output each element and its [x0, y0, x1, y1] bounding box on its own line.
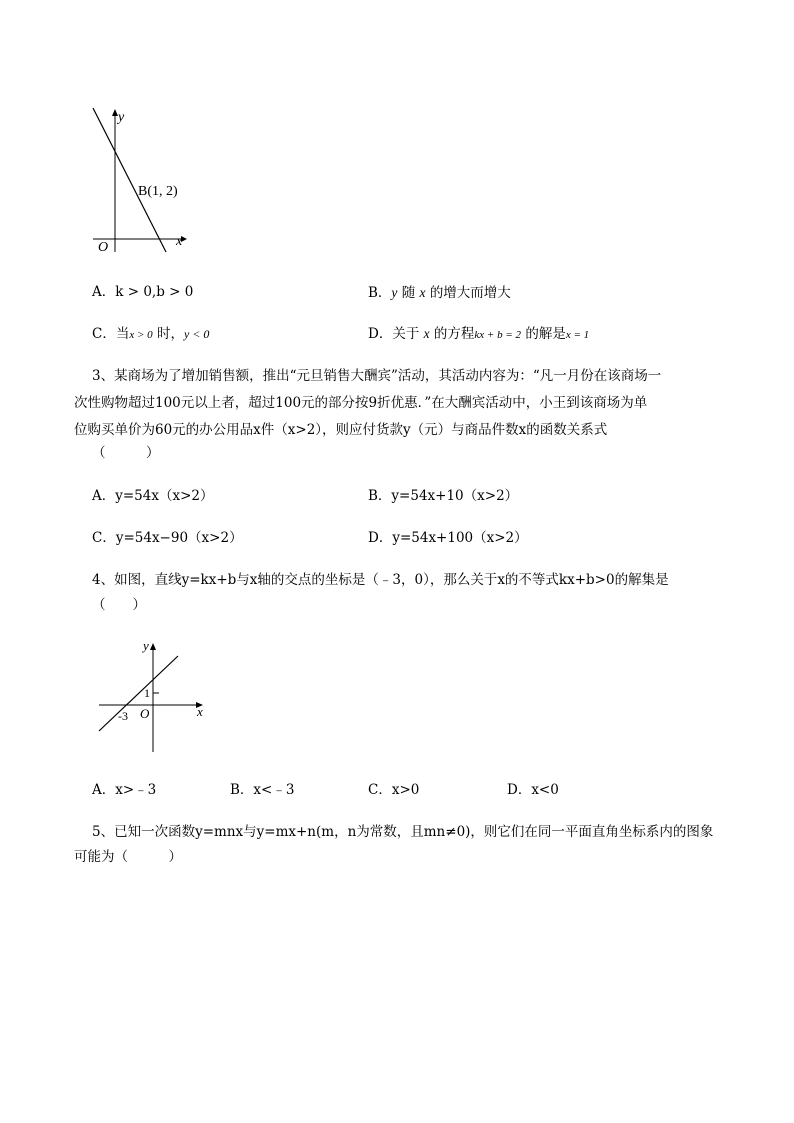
option-b-suffix: 的增大而增大	[429, 285, 511, 301]
q4-option-a: A．x>﹣3	[92, 782, 157, 798]
line-graph	[99, 656, 178, 731]
q3-option-c: C．y=54x−90（x>2）	[92, 530, 243, 546]
figure-1-graph	[86, 104, 196, 254]
line-graph	[93, 108, 166, 252]
q5-line-1: 5、已知一次函数y=mnx与y=mx+n(m，n为常数，且mn≠0)，则它们在同一平面直角坐标系内的图象	[92, 824, 714, 840]
q2-option-c	[92, 325, 209, 344]
option-b-y: y	[391, 285, 398, 300]
tick-y-label: 1	[144, 686, 150, 700]
q5-line-2: 可能为（ ）	[74, 849, 182, 865]
origin-label: O	[98, 240, 109, 254]
q2-option-b	[368, 284, 511, 302]
option-b-x: x	[419, 285, 426, 300]
option-c-mid: 时，	[156, 326, 184, 342]
q2-option-d	[368, 325, 589, 344]
q3-line-4: （ ）	[92, 445, 160, 461]
x-axis-label: x	[176, 234, 183, 249]
option-c-cond: x > 0	[129, 329, 153, 341]
q4-line-1: 4、如图，直线y=kx+b与x轴的交点的坐标是（﹣3，0），那么关于x的不等式kx+b>0的解集是	[92, 572, 669, 588]
q3-option-b: B．y=54x+10（x>2）	[368, 488, 519, 504]
q3-option-d: D．y=54x+100（x>2）	[368, 530, 528, 546]
y-axis-arrow	[150, 643, 156, 650]
point-b-label: B(1, 2)	[138, 184, 178, 199]
option-b-prefix: B．	[368, 285, 392, 301]
option-c-res: y < 0	[183, 327, 210, 341]
option-d-eq: kx + b = 2	[474, 329, 522, 341]
option-d-prefix: D．关于	[368, 326, 420, 342]
option-b-mid: 随	[401, 285, 416, 301]
q3-line-2: 次性购物超过100元以上者，超过100元的部分按9折优惠．”在大酬宾活动中，小王到该商场为单	[74, 395, 648, 411]
figure-2-graph	[90, 634, 215, 756]
q4-option-c: C．x>0	[368, 782, 420, 798]
option-d-sol: x = 1	[565, 329, 590, 341]
q3-option-a: A．y=54x（x>2）	[92, 488, 214, 504]
q3-line-3: 位购买单价为60元的办公用品x件（x>2），则应付货款y（元）与商品件数x的函数关系式	[74, 422, 608, 438]
q4-line-2: （ ）	[92, 597, 146, 613]
option-d-mid: 的方程	[433, 326, 475, 342]
q4-option-b: B．x<﹣3	[230, 782, 295, 798]
y-axis-label: y	[143, 638, 149, 653]
q4-option-d: D．x<0	[507, 782, 559, 798]
q3-line-1: 3、某商场为了增加销售额，推出“元旦销售大酬宾”活动，其活动内容为：“凡一月份在该商场一	[92, 368, 662, 384]
tick-x-label: -3	[118, 709, 128, 723]
x-axis-label: x	[197, 704, 203, 719]
q2-option-a: A．k > 0,b > 0	[92, 284, 194, 300]
y-axis-label: y	[118, 110, 125, 125]
origin-label: O	[140, 706, 150, 721]
option-d-x: x	[423, 326, 430, 341]
option-c-prefix: C．当	[92, 326, 130, 342]
option-d-mid2: 的解是	[525, 326, 566, 342]
